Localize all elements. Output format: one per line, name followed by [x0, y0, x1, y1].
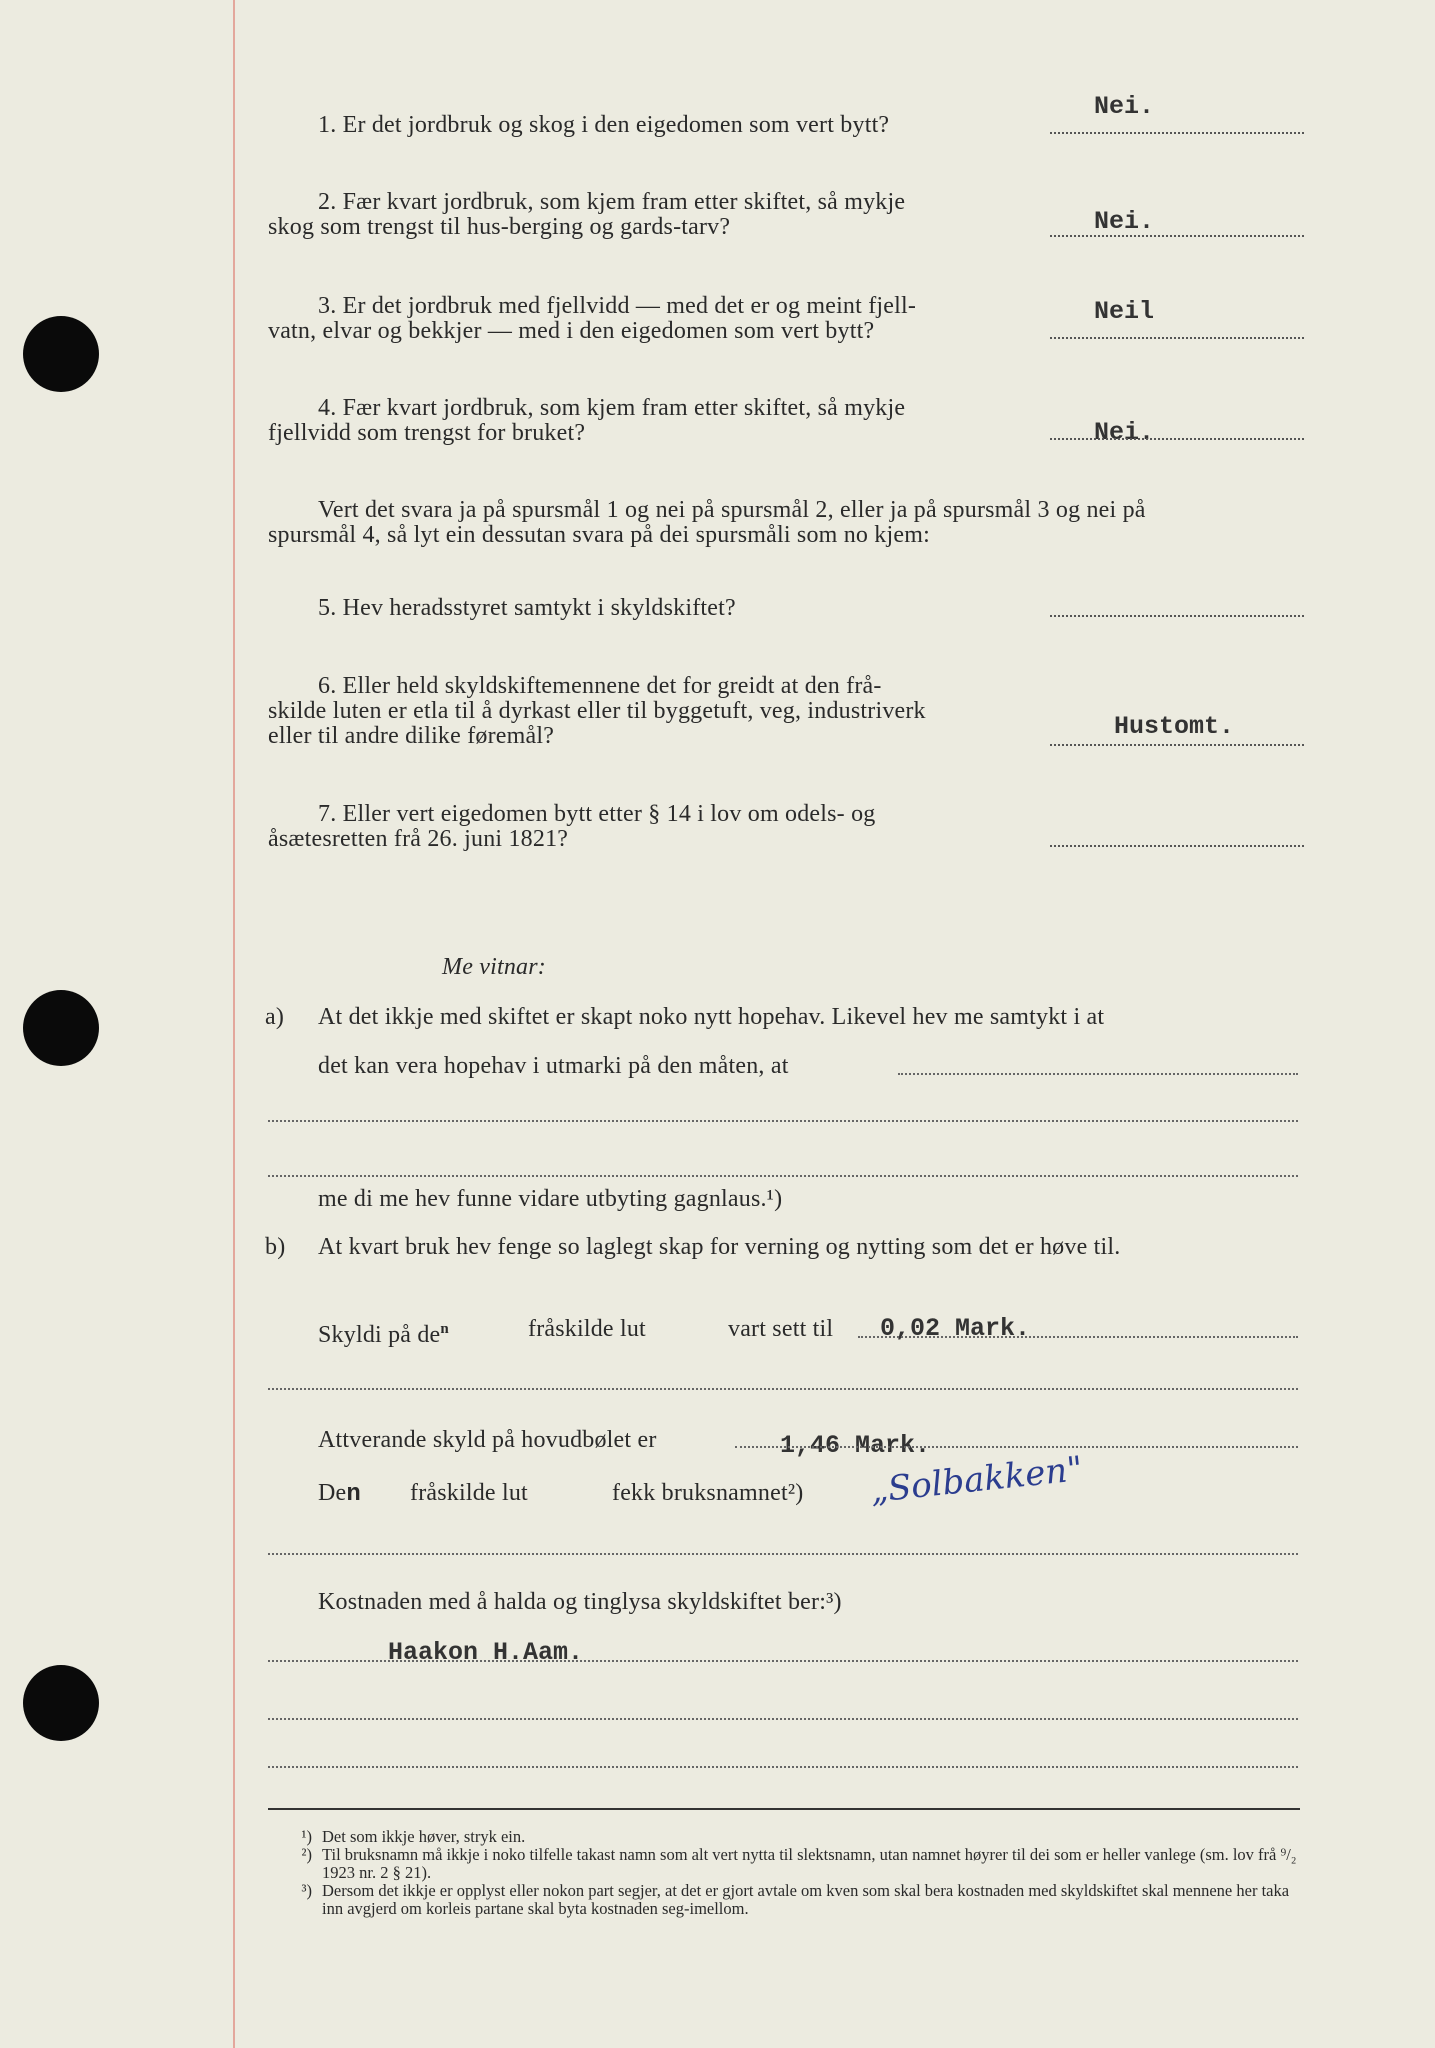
margin-rule — [233, 0, 235, 2048]
question-6-line: skilde luten er etla til å dyrkast eller til byggetuft, veg, industriverk — [268, 698, 926, 724]
skyld-fill-line — [858, 1336, 1298, 1338]
question-4 — [268, 396, 1050, 446]
question-6-line: 6. Eller held skyldskiftemennene det for greidt at den frå- — [318, 673, 882, 699]
question-3-line: vatn, elvar og bekkjer — med i den eigedomen som vert bytt? — [268, 318, 875, 344]
answer-6: Hustomt. — [1114, 712, 1235, 741]
instruction-line: Vert det svara ja på spursmål 1 og nei på spursmål 2, eller ja på spursmål 3 og nei på — [318, 497, 1146, 523]
question-3 — [268, 294, 1050, 344]
footnote-text: Det som ikkje høver, stryk ein. — [322, 1827, 526, 1846]
skyld-label-2: fråskilde lut — [528, 1316, 646, 1342]
bruksnamn-fill-line — [268, 1553, 1298, 1555]
clause-b-marker: b) — [265, 1234, 286, 1260]
footnote — [290, 1846, 1305, 1882]
attverande-label: Attverande skyld på hovudbølet er — [318, 1427, 657, 1453]
skyld-label — [318, 1317, 449, 1348]
answer-line — [1050, 438, 1304, 440]
footnote — [290, 1882, 1305, 1918]
punch-hole — [23, 1665, 99, 1741]
question-3-line: 3. Er det jordbruk med fjellvidd — med det er og meint fjell- — [318, 293, 917, 319]
answer-2: Nei. — [1094, 207, 1155, 236]
clause-a-fill-line — [898, 1073, 1298, 1075]
answer-line — [1050, 845, 1304, 847]
answer-line — [1050, 615, 1304, 617]
punch-hole — [23, 990, 99, 1066]
attverande-value: 1,46 Mark. — [780, 1431, 931, 1460]
question-2-line: 2. Fær kvart jordbruk, som kjem fram etter skiftet, så mykje — [318, 189, 906, 215]
kostnad-fill-line — [268, 1660, 1298, 1662]
clause-a-line-1: At det ikkje med skiftet er skapt noko nytt hopehav. Likevel hev me samtykt i at — [318, 1004, 1105, 1030]
answer-3: Neil — [1094, 297, 1155, 326]
bruksnamn-label-2: fråskilde lut — [410, 1480, 528, 1506]
question-6-line: eller til andre dilike føremål? — [268, 723, 555, 749]
skyld-sup: n — [440, 1321, 449, 1337]
answer-line — [1050, 132, 1304, 134]
question-5 — [318, 596, 736, 621]
bruksnamn-handwritten: „Solbakken" — [868, 1448, 1085, 1512]
bruksnamn-label — [318, 1481, 361, 1507]
question-4-line: 4. Fær kvart jordbruk, som kjem fram etter skiftet, så mykje — [318, 395, 906, 421]
clause-a-line-3: me di me hev funne vidare utbyting gagnlaus.¹) — [318, 1186, 783, 1212]
answer-line — [1050, 337, 1304, 339]
skyld-label-1: Skyldi på de — [318, 1322, 441, 1348]
clause-a-fill-line — [268, 1120, 1298, 1122]
question-7 — [268, 802, 1050, 852]
question-7-line: 7. Eller vert eigedomen bytt etter § 14 i lov om odels- og — [318, 801, 876, 827]
footnotes — [290, 1828, 1305, 1918]
conditional-instruction — [268, 498, 1308, 548]
kostnad-label: Kostnaden med å halda og tinglysa skyldskiftet ber:³) — [318, 1589, 842, 1615]
question-1-line: 1. Er det jordbruk og skog i den eigedomen som vert bytt? — [318, 112, 890, 138]
den-label: De — [318, 1480, 347, 1506]
answer-4: Nei. — [1094, 418, 1155, 447]
den-n: n — [346, 1481, 361, 1508]
question-2 — [268, 190, 1050, 240]
question-1 — [318, 113, 889, 138]
skyld-label-3: vart sett til — [728, 1316, 834, 1342]
instruction-line: spursmål 4, så lyt ein dessutan svara på dei spursmåli som no kjem: — [268, 522, 930, 548]
question-4-line: fjellvidd som trengst for bruket? — [268, 420, 586, 446]
skyld-fill-line — [268, 1388, 1298, 1390]
clause-a-marker: a) — [265, 1004, 285, 1030]
bruksnamn-label-3: fekk bruksnamnet²) — [612, 1480, 804, 1506]
kostnad-fill-line — [268, 1718, 1298, 1720]
clause-b-line-1: At kvart bruk hev fenge so laglegt skap for verning og nytting som det er høve til. — [318, 1234, 1121, 1260]
kostnad-value: Haakon H.Aam. — [388, 1638, 584, 1667]
question-2-line: skog som trengst til hus-berging og gards-tarv? — [268, 214, 731, 240]
punch-hole — [23, 316, 99, 392]
footnote-number: ¹) — [301, 1827, 312, 1846]
witness-heading: Me vitnar: — [442, 954, 546, 980]
kostnad-fill-line — [268, 1766, 1298, 1768]
question-5-line: 5. Hev heradsstyret samtykt i skyldskiftet? — [318, 595, 736, 621]
skyld-value: 0,02 Mark. — [880, 1314, 1031, 1343]
clause-a-fill-line — [268, 1175, 1298, 1177]
footnote-number: ²) — [301, 1845, 312, 1864]
footnote-separator — [268, 1808, 1300, 1810]
footnote-text: Til bruksnamn må ikkje i noko tilfelle takast namn som alt vert nytta til slektsnamn, utan namnet høyrer til dei som er heller vanlege (sm. lov frå ⁹/₂ 1923 nr. 2 § 21). — [322, 1845, 1297, 1882]
footnote-number: ³) — [301, 1881, 312, 1900]
answer-line — [1050, 744, 1304, 746]
question-6 — [268, 674, 1050, 749]
answer-1: Nei. — [1094, 92, 1155, 121]
question-7-line: åsætesretten frå 26. juni 1821? — [268, 826, 569, 852]
attverande-fill-line — [735, 1446, 1298, 1448]
footnote-text: Dersom det ikkje er opplyst eller nokon part segjer, at det er gjort avtale om kven som skal bera kostnaden med skyldskiftet skal mennene her taka inn avgjerd om korleis partane skal byta kostnaden seg-imellom. — [322, 1881, 1290, 1918]
answer-line — [1050, 235, 1304, 237]
footnote — [290, 1828, 1305, 1846]
clause-a-line-2: det kan vera hopehav i utmarki på den måten, at — [318, 1053, 789, 1079]
